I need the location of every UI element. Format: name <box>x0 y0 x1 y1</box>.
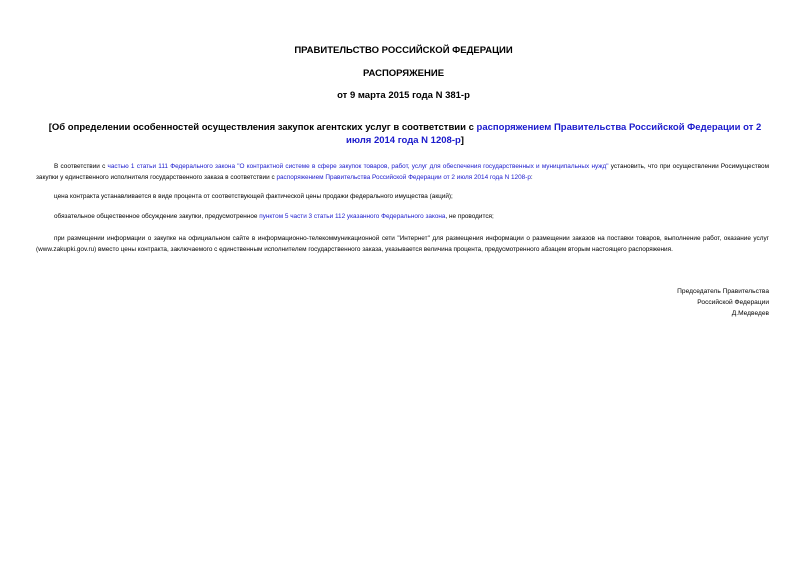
website-info-text: при размещении информации о закупке на официальном сайте в информационно-телекоммуникационной сети "Интернет" для размещения информации о размещении заказов на поставки товаров, выполнение работ, оказание услуг (www.zakupki.gov.ru) вместо цены контракта, заключаемого с единственным исполнителем государственного заказа, указывается величина процента, предусмотренного абзацем вторым настоящего распоряжения. <box>36 235 769 253</box>
date-number-heading: от 9 марта 2015 года N 381-р <box>337 90 470 101</box>
document-type-heading: РАСПОРЯЖЕНИЕ <box>362 68 445 79</box>
signature-position-1: Председатель Правительства <box>677 288 769 295</box>
title-order-1208-link[interactable]: распоряжением Правительства Российской Федерации от 2 июля 2014 года N 1208-р <box>346 122 762 146</box>
title-text: Об определении особенностей осуществления закупок агентских услуг в соответствии с <box>51 122 477 133</box>
preamble-text-1: В соответствии с <box>54 163 108 170</box>
article-112-link[interactable]: пунктом 5 части 3 статьи 112 указанного Федерального закона <box>259 213 446 220</box>
preamble-text-2: установить, что при осуществлении Росимуществом закупки у единственного исполнителя государственного заказа в соответствии с <box>36 163 770 181</box>
title-open-bracket: [ <box>48 122 52 133</box>
title-close-bracket: ] <box>460 135 464 146</box>
paragraph-contract-price <box>36 192 769 203</box>
paragraph-public-discussion <box>36 212 769 223</box>
government-heading: ПРАВИТЕЛЬСТВО РОССИЙСКОЙ ФЕДЕРАЦИИ <box>294 45 513 56</box>
preamble-text-3: : <box>530 173 533 181</box>
public-discussion-text-1: обязательное общественное обсуждение закупки, предусмотренное <box>54 213 260 220</box>
signature-position-2: Российской Федерации <box>697 299 769 306</box>
signature-name: Д.Медведев <box>731 310 769 317</box>
paragraph-preamble <box>36 162 769 183</box>
order-1208-link[interactable]: распоряжением Правительства Российской Федерации от 2 июля 2014 года N 1208-р <box>276 173 531 181</box>
public-discussion-text-2: , не проводится; <box>445 213 494 220</box>
document-title <box>40 121 770 147</box>
paragraph-website-info <box>36 234 769 255</box>
federal-law-article-111-link[interactable]: частью 1 статьи 111 Федерального закона "О контрактной системе в сфере закупок товаров, работ, услуг для обеспечения государственных и муниципальных нужд" <box>107 163 609 170</box>
contract-price-text: цена контракта устанавливается в виде процента от соответствующей фактической цены продажи федерального имущества (акций); <box>54 193 453 200</box>
